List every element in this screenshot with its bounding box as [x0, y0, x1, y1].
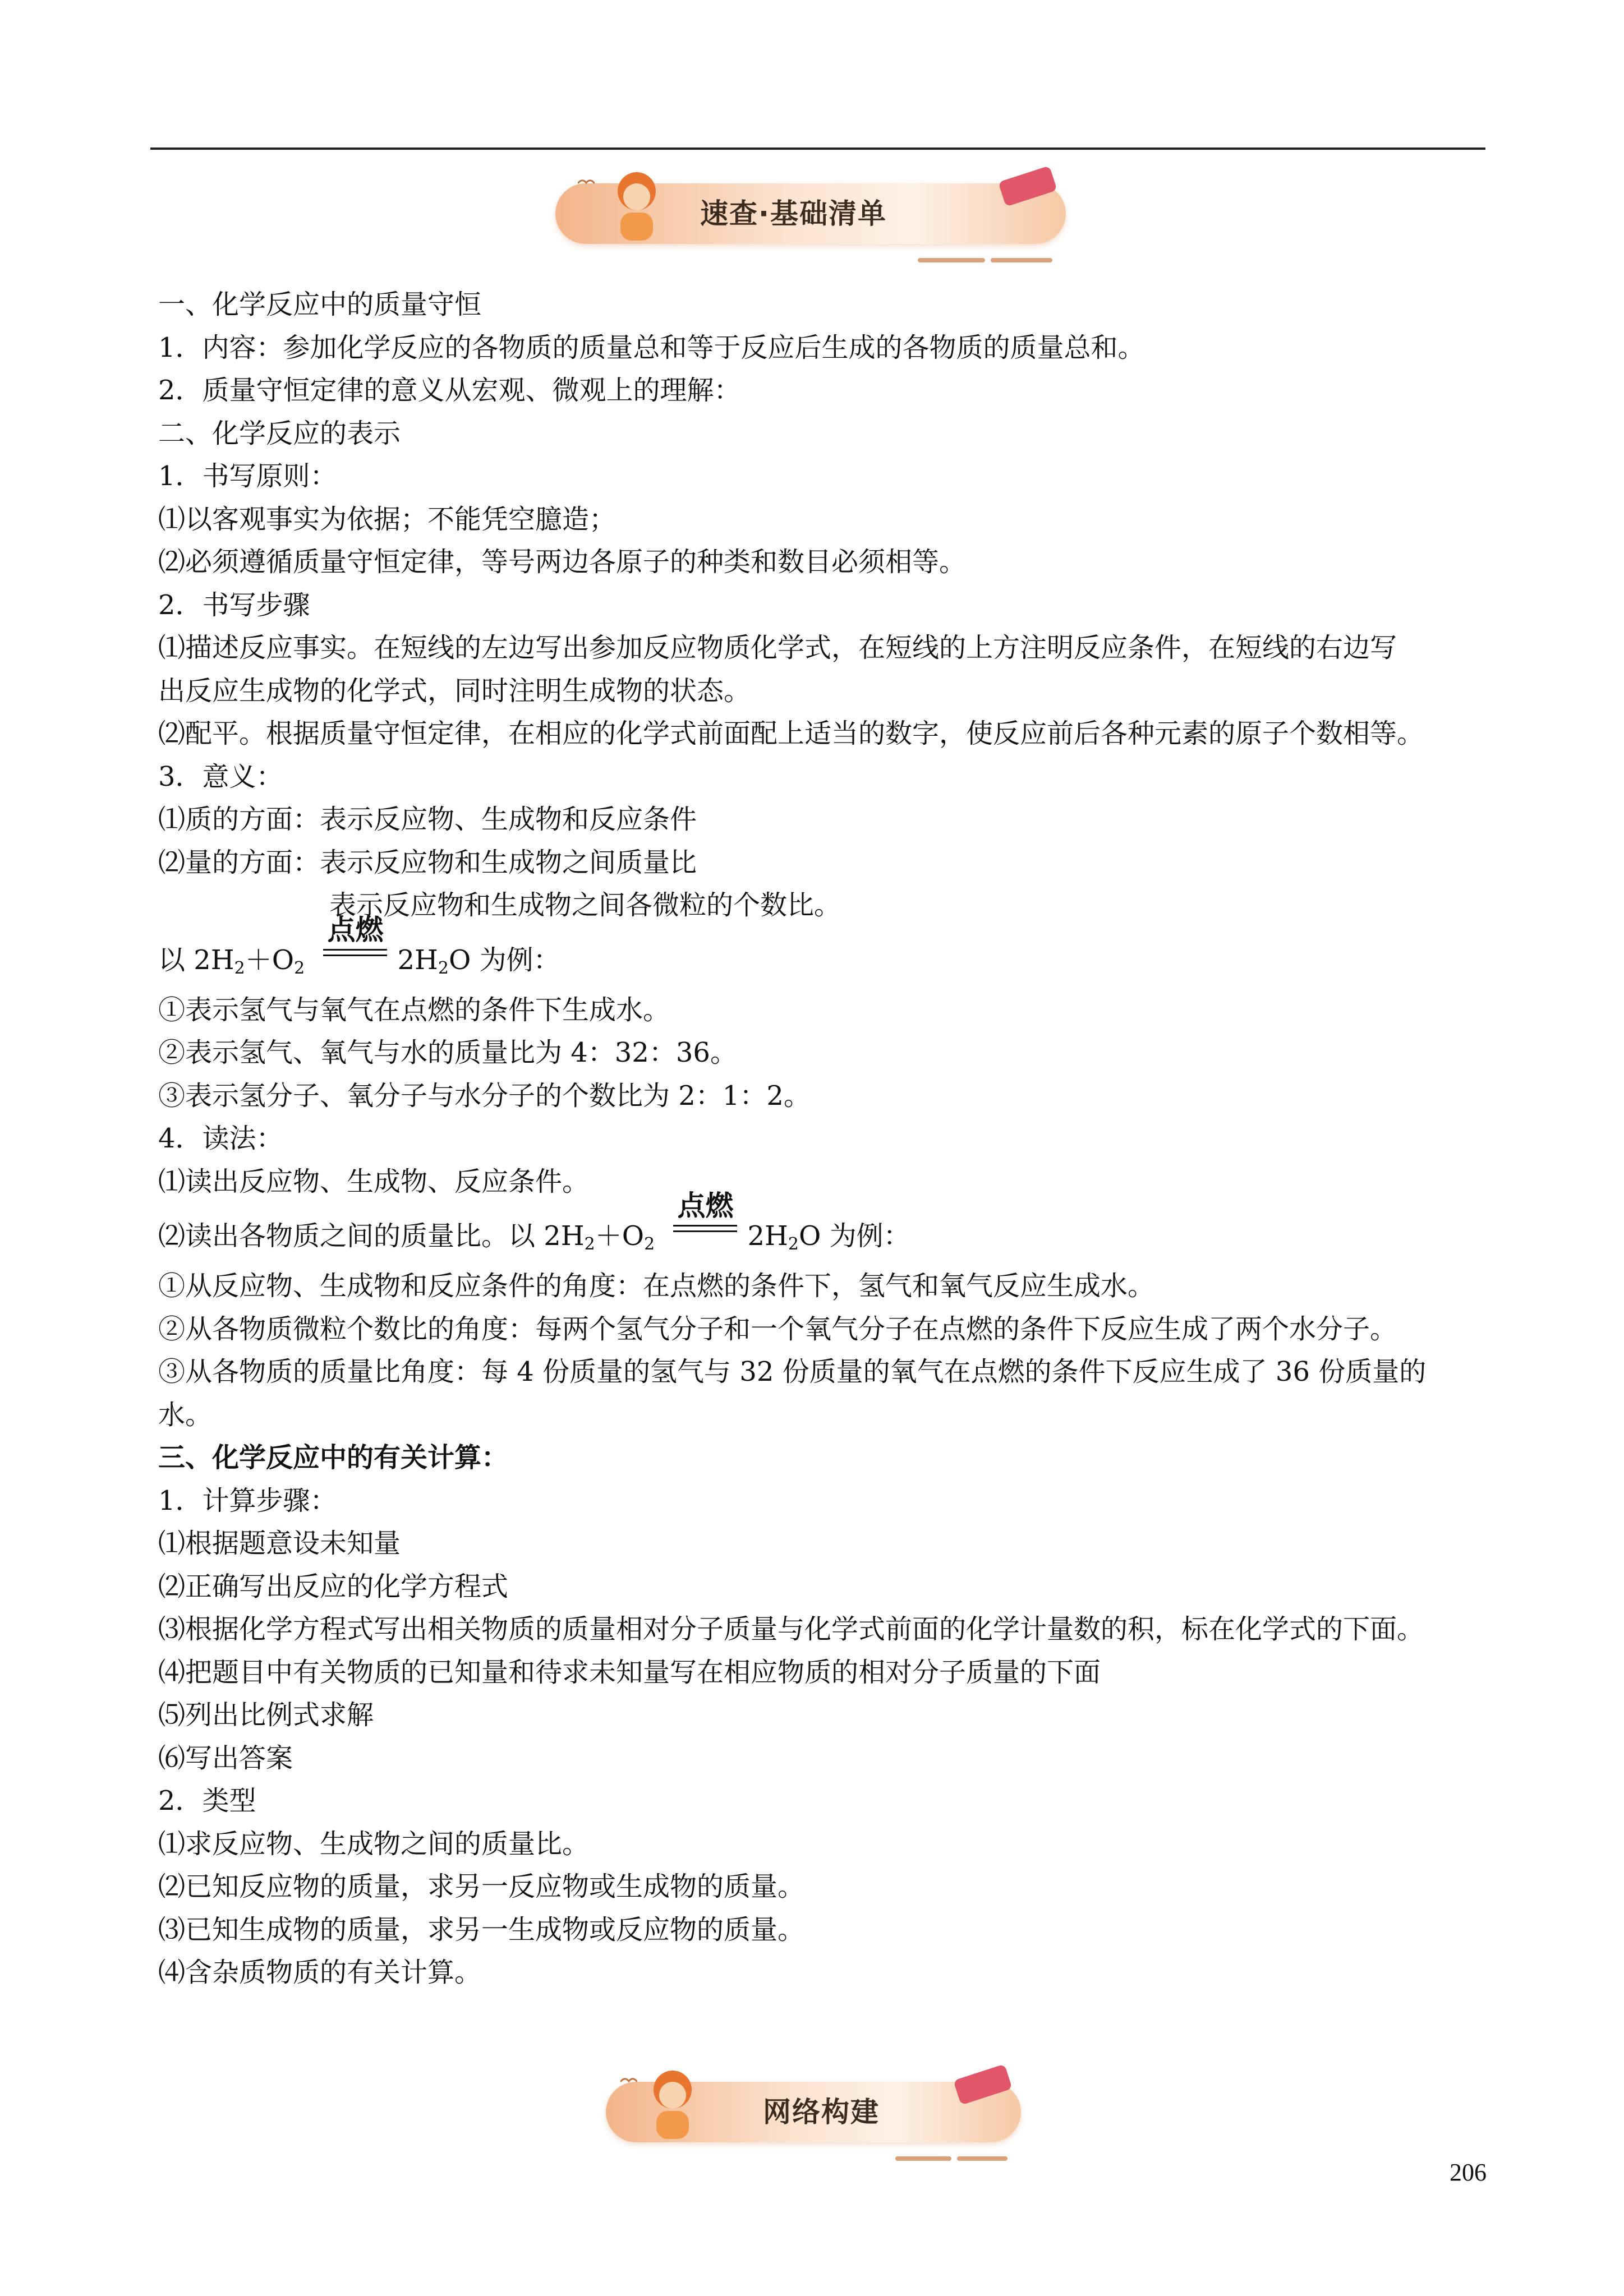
text-line: 1．计算步骤： [158, 1484, 337, 1516]
text-line: ⑸列出比例式求解 [158, 1699, 374, 1731]
text-line: ①从反应物、生成物和反应条件的角度：在点燃的条件下，氢气和氧气反应生成水。 [158, 1270, 1155, 1302]
text-line: ⑵正确写出反应的化学方程式 [158, 1570, 509, 1602]
text-line: ⑴以客观事实为依据；不能凭空臆造； [158, 503, 617, 535]
text-line: 1．书写原则： [158, 460, 337, 492]
equals-bar [673, 1225, 737, 1227]
section-banner-basics [555, 171, 1066, 266]
text-line: 表示反应物和生成物之间各微粒的个数比。 [329, 889, 841, 921]
eq-subscript: 2 [584, 1234, 595, 1254]
eq-subscript: 2 [234, 958, 245, 978]
text-line: ②从各物质微粒个数比的角度：每两个氢气分子和一个氧气分子在点燃的条件下反应生成了两个水分子。 [158, 1313, 1397, 1345]
equals-bar [323, 949, 387, 951]
eq-text: 2H [397, 944, 438, 976]
reaction-condition [670, 1190, 740, 1247]
text-line: ⑴求反应物、生成物之间的质量比。 [158, 1828, 590, 1860]
text-line: ⑶根据化学方程式写出相关物质的质量相对分子质量与化学式前面的化学计量数的积，标在化学式的下面。 [158, 1613, 1424, 1645]
page-number: 206 [1450, 2159, 1487, 2186]
bird-icon [578, 178, 595, 188]
equals-bar [323, 955, 387, 956]
eq-text: ⑵读出各物质之间的质量比。以 2H [158, 1220, 585, 1252]
text-line: ⑷含杂质物质的有关计算。 [158, 1957, 482, 1988]
text-line: ③表示氢分子、氧分子与水分子的个数比为 2：1：2。 [158, 1080, 811, 1112]
section-banner-network [606, 2069, 1021, 2165]
condition-label: 点燃 [677, 1190, 734, 1222]
text-line: ⑵配平。根据质量守恒定律，在相应的化学式前面配上适当的数字，使反应前后各种元素的原子个数相等。 [158, 718, 1424, 749]
text-line: ⑶已知生成物的质量，求另一生成物或反应物的质量。 [158, 1914, 805, 1945]
text-line: ⑹写出答案 [158, 1742, 293, 1774]
reaction-condition [320, 913, 390, 971]
bird-icon [620, 2076, 637, 2086]
equation-example-1 [158, 913, 1482, 989]
girl-avatar-icon [640, 2066, 706, 2146]
heading-reaction-representation: 二、化学反应的表示 [158, 417, 401, 449]
document-body [158, 283, 1482, 1994]
text-line: 2．类型 [158, 1785, 256, 1816]
heading-mass-conservation: 一、化学反应中的质量守恒 [158, 289, 482, 320]
text-line: ①表示氢气与氧气在点燃的条件下生成水。 [158, 994, 670, 1026]
banner-subline [839, 2152, 1007, 2165]
eq-text: ＋O [245, 944, 295, 976]
text-line: ⑴质的方面：表示反应物、生成物和反应条件 [158, 804, 697, 835]
banner-title: 网络构建 [763, 2096, 880, 2128]
text-line: 3．意义： [158, 760, 283, 792]
text-line: ⑵已知反应物的质量，求另一反应物或生成物的质量。 [158, 1871, 805, 1902]
text-line: ③从各物质的质量比角度：每 4 份质量的氢气与 32 份质量的氧气在点燃的条件下反应生成了 36 份质量的 [158, 1356, 1427, 1387]
text-line: 2．书写步骤 [158, 589, 310, 621]
text-line: ⑵必须遵循质量守恒定律，等号两边各原子的种类和数目必须相等。 [158, 546, 967, 578]
text-line: 2．质量守恒定律的意义从宏观、微观上的理解： [158, 375, 741, 406]
text-line: ⑴读出反应物、生成物、反应条件。 [158, 1165, 590, 1197]
eq-text: O 为例： [798, 1220, 910, 1252]
text-line: 出反应生成物的化学式，同时注明生成物的状态。 [158, 675, 751, 707]
text-line: ⑴根据题意设未知量 [158, 1528, 401, 1559]
eq-subscript: 2 [644, 1234, 655, 1254]
banner-title: 速查·基础清单 [700, 197, 887, 230]
eq-text: O 为例： [448, 944, 560, 976]
eq-subscript: 2 [438, 958, 449, 978]
eq-text: 2H [747, 1220, 788, 1252]
banner-subline [884, 254, 1052, 266]
equals-bar [673, 1230, 737, 1232]
text-line: ②表示氢气、氧气与水的质量比为 4：32：36。 [158, 1037, 737, 1068]
text-line: 4．读法： [158, 1123, 283, 1154]
text-line: 水。 [158, 1399, 213, 1431]
text-line: ⑷把题目中有关物质的已知量和待求未知量写在相应物质的相对分子质量的下面 [158, 1656, 1101, 1688]
text-line: ⑴描述反应事实。在短线的左边写出参加反应物质化学式，在短线的上方注明反应条件，在短线的右边写 [158, 632, 1397, 663]
condition-label: 点燃 [327, 913, 384, 946]
eq-subscript: 2 [788, 1234, 799, 1254]
eq-subscript: 2 [294, 958, 305, 978]
eq-text: ＋O [595, 1220, 645, 1252]
equation-example-2 [158, 1190, 1482, 1265]
header-rule [150, 147, 1485, 150]
text-line: ⑵量的方面：表示反应物和生成物之间质量比 [158, 846, 697, 878]
girl-avatar-icon [604, 168, 670, 247]
eq-text: 以 2H [158, 944, 234, 976]
text-line: 1．内容：参加化学反应的各物质的质量总和等于反应后生成的各物质的质量总和。 [158, 331, 1145, 363]
heading-calculation: 三、化学反应中的有关计算： [158, 1442, 509, 1473]
